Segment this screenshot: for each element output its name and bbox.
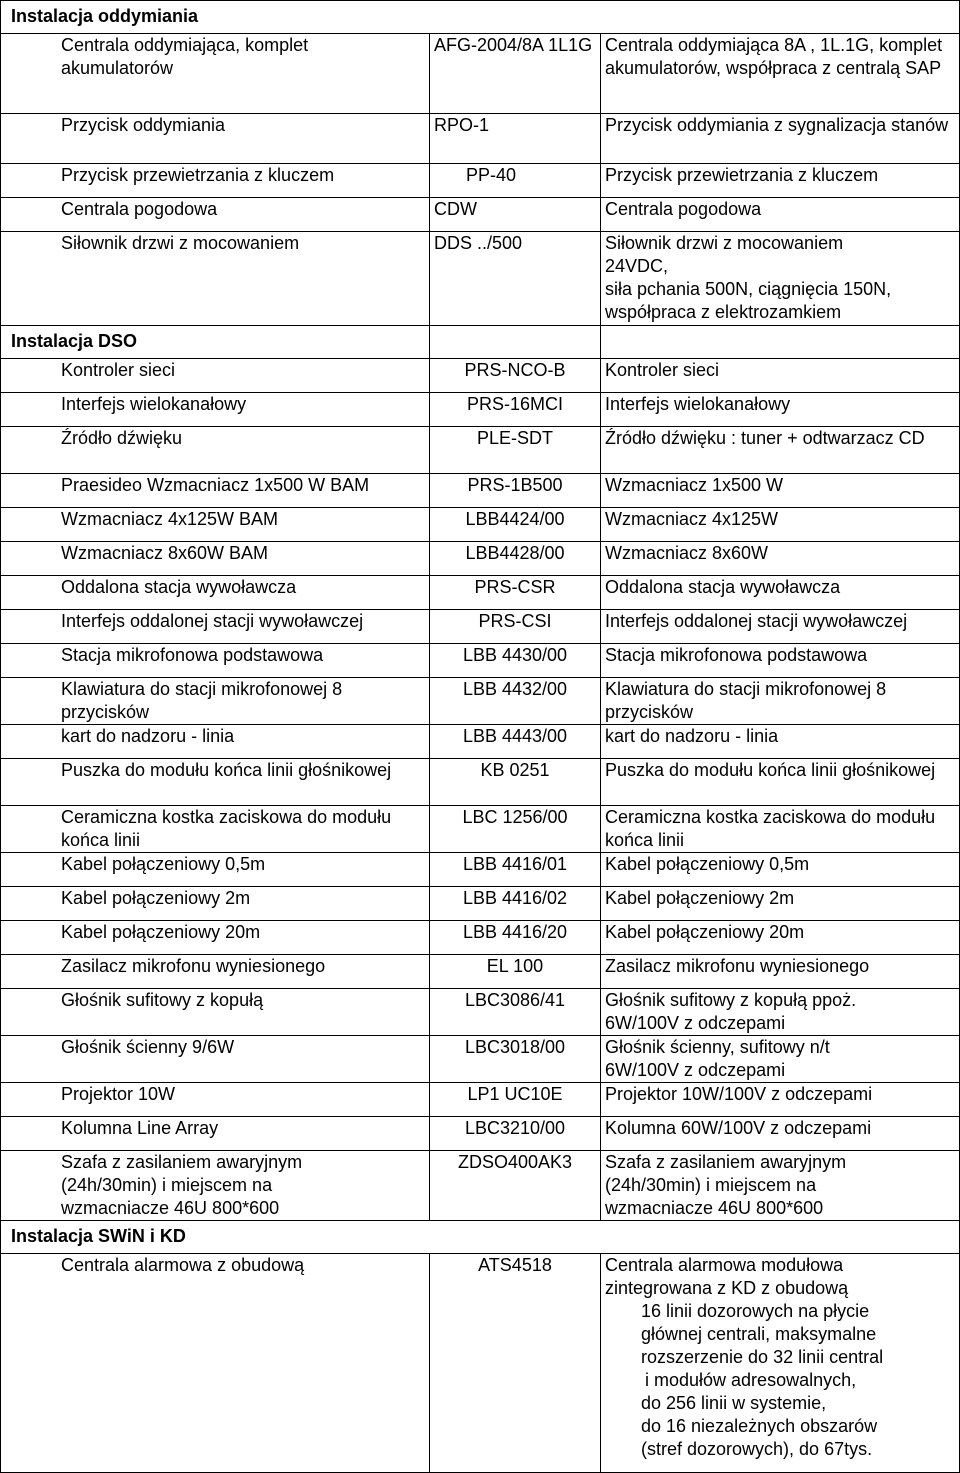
item-name: Kabel połączeniowy 0,5m: [1, 853, 430, 887]
item-name: Oddalona stacja wywoławcza: [1, 576, 430, 610]
item-name: Głośnik sufitowy z kopułą: [1, 989, 430, 1036]
item-name: Interfejs oddalonej stacji wywoławczej: [1, 610, 430, 644]
description-line: Centrala alarmowa modułowa: [605, 1255, 844, 1275]
item-model: LBB 4416/02: [430, 887, 601, 921]
item-description: Źródło dźwięku : tuner + odtwarzacz CD: [601, 427, 960, 474]
item-description: kart do nadzoru - linia: [601, 725, 960, 759]
item-name: Interfejs wielokanałowy: [1, 393, 430, 427]
description-line: 6W/100V z odczepami: [605, 1013, 786, 1033]
item-name: Ceramiczna kostka zaciskowa do modułu końca linii: [1, 806, 430, 853]
description-line: wzmacniacze 46U 800*600: [605, 1198, 824, 1218]
item-model: PRS-NCO-B: [430, 359, 601, 393]
item-model: PRS-1B500: [430, 474, 601, 508]
name-line: Szafa z zasilaniem awaryjnym: [61, 1152, 303, 1172]
item-name: Przycisk oddymiania: [1, 114, 430, 164]
description-line: współpraca z elektrozamkiem: [605, 302, 842, 322]
description-line: do 256 linii w systemie,: [641, 1393, 827, 1413]
item-description: Projektor 10W/100V z odczepami: [601, 1083, 960, 1117]
name-line: wzmacniacze 46U 800*600: [61, 1198, 280, 1218]
item-model: LBB4424/00: [430, 508, 601, 542]
item-model: AFG-2004/8A 1L1G: [430, 34, 601, 114]
name-line: (24h/30min) i miejscem na: [61, 1175, 273, 1195]
section-heading-swin: Instalacja SWiN i KD: [1, 1221, 960, 1254]
item-model: PRS-16MCI: [430, 393, 601, 427]
item-model: PRS-CSI: [430, 610, 601, 644]
description-line: rozszerzenie do 32 linii central: [641, 1347, 884, 1367]
item-model: RPO-1: [430, 114, 601, 164]
item-description: Kabel połączeniowy 2m: [601, 887, 960, 921]
description-line: (24h/30min) i miejscem na: [605, 1175, 817, 1195]
item-model: LBB 4416/01: [430, 853, 601, 887]
item-model: LBB 4443/00: [430, 725, 601, 759]
item-name: Projektor 10W: [1, 1083, 430, 1117]
item-name: Kabel połączeniowy 20m: [1, 921, 430, 955]
description-line: Głośnik ścienny, sufitowy n/t: [605, 1037, 830, 1057]
item-description: Ceramiczna kostka zaciskowa do modułu końca linii: [601, 806, 960, 853]
description-line: (stref dozorowych), do 67tys.: [641, 1439, 873, 1459]
item-model: LP1 UC10E: [430, 1083, 601, 1117]
item-description: Zasilacz mikrofonu wyniesionego: [601, 955, 960, 989]
item-name: Centrala pogodowa: [1, 198, 430, 232]
item-model: PRS-CSR: [430, 576, 601, 610]
item-name: Przycisk przewietrzania z kluczem: [1, 164, 430, 198]
item-name: Stacja mikrofonowa podstawowa: [1, 644, 430, 678]
item-model: CDW: [430, 198, 601, 232]
description-line: zintegrowana z KD z obudową: [605, 1278, 849, 1298]
item-model: EL 100: [430, 955, 601, 989]
item-description: Przycisk przewietrzania z kluczem: [601, 164, 960, 198]
section-heading-dso: Instalacja DSO: [1, 326, 430, 359]
item-name: Zasilacz mikrofonu wyniesionego: [1, 955, 430, 989]
description-line: Głośnik sufitowy z kopułą ppoż.: [605, 990, 857, 1010]
item-name: Puszka do modułu końca linii głośnikowej: [1, 759, 430, 806]
description-line: Siłownik drzwi z mocowaniem: [605, 233, 844, 253]
item-name: Centrala oddymiająca, komplet akumulatorów: [1, 34, 430, 114]
item-name: Wzmacniacz 8x60W BAM: [1, 542, 430, 576]
item-model: LBB4428/00: [430, 542, 601, 576]
item-description: [601, 1151, 960, 1221]
item-name: Klawiatura do stacji mikrofonowej 8 przycisków: [1, 678, 430, 725]
item-description: Wzmacniacz 1x500 W: [601, 474, 960, 508]
item-name: Praesideo Wzmacniacz 1x500 W BAM: [1, 474, 430, 508]
item-description: Oddalona stacja wywoławcza: [601, 576, 960, 610]
section-heading-oddymiania: Instalacja oddymiania: [1, 1, 960, 34]
item-name: Głośnik ścienny 9/6W: [1, 1036, 430, 1083]
description-line: 16 linii dozorowych na płycie: [641, 1301, 870, 1321]
description-line: Szafa z zasilaniem awaryjnym: [605, 1152, 847, 1172]
item-model: KB 0251: [430, 759, 601, 806]
description-line: i modułów adresowalnych,: [645, 1370, 857, 1390]
item-description: Interfejs wielokanałowy: [601, 393, 960, 427]
description-line: 24VDC,: [605, 256, 669, 276]
item-description: Wzmacniacz 8x60W: [601, 542, 960, 576]
item-model: PLE-SDT: [430, 427, 601, 474]
item-model: LBC 1256/00: [430, 806, 601, 853]
item-model: LBC3210/00: [430, 1117, 601, 1151]
item-model: LBB 4416/20: [430, 921, 601, 955]
item-description: Przycisk oddymiania z sygnalizacja stanów: [601, 114, 960, 164]
item-model: PP-40: [430, 164, 601, 198]
item-description: [601, 232, 960, 326]
item-description: Wzmacniacz 4x125W: [601, 508, 960, 542]
item-name: Kabel połączeniowy 2m: [1, 887, 430, 921]
item-model: LBB 4432/00: [430, 678, 601, 725]
item-model: ATS4518: [430, 1254, 601, 1473]
item-name: Centrala alarmowa z obudową: [1, 1254, 430, 1473]
item-name: [1, 1151, 430, 1221]
item-name: kart do nadzoru - linia: [1, 725, 430, 759]
item-description: Kabel połączeniowy 20m: [601, 921, 960, 955]
item-description: Interfejs oddalonej stacji wywoławczej: [601, 610, 960, 644]
item-description: [601, 989, 960, 1036]
item-description: Klawiatura do stacji mikrofonowej 8 przycisków: [601, 678, 960, 725]
item-description: Kabel połączeniowy 0,5m: [601, 853, 960, 887]
item-description: Centrala oddymiająca 8A , 1L.1G, komplet akumulatorów, współpraca z centralą SAP: [601, 34, 960, 114]
item-model: DDS ../500: [430, 232, 601, 326]
description-line: głównej centrali, maksymalne: [641, 1324, 877, 1344]
item-name: Źródło dźwięku: [1, 427, 430, 474]
description-line: do 16 niezależnych obszarów: [641, 1416, 878, 1436]
item-model: LBB 4430/00: [430, 644, 601, 678]
description-line: siła pchania 500N, ciągnięcia 150N,: [605, 279, 892, 299]
item-model: LBC3086/41: [430, 989, 601, 1036]
item-name: Kolumna Line Array: [1, 1117, 430, 1151]
item-description: Stacja mikrofonowa podstawowa: [601, 644, 960, 678]
item-model: ZDSO400AK3: [430, 1151, 601, 1221]
item-name: Siłownik drzwi z mocowaniem: [1, 232, 430, 326]
item-description: Centrala pogodowa: [601, 198, 960, 232]
item-model: LBC3018/00: [430, 1036, 601, 1083]
item-name: Kontroler sieci: [1, 359, 430, 393]
item-description: [601, 1036, 960, 1083]
item-description: [601, 1254, 960, 1473]
item-name: Wzmacniacz 4x125W BAM: [1, 508, 430, 542]
item-description: Kolumna 60W/100V z odczepami: [601, 1117, 960, 1151]
item-description: Kontroler sieci: [601, 359, 960, 393]
description-line: 6W/100V z odczepami: [605, 1060, 786, 1080]
item-description: Puszka do modułu końca linii głośnikowej: [601, 759, 960, 806]
